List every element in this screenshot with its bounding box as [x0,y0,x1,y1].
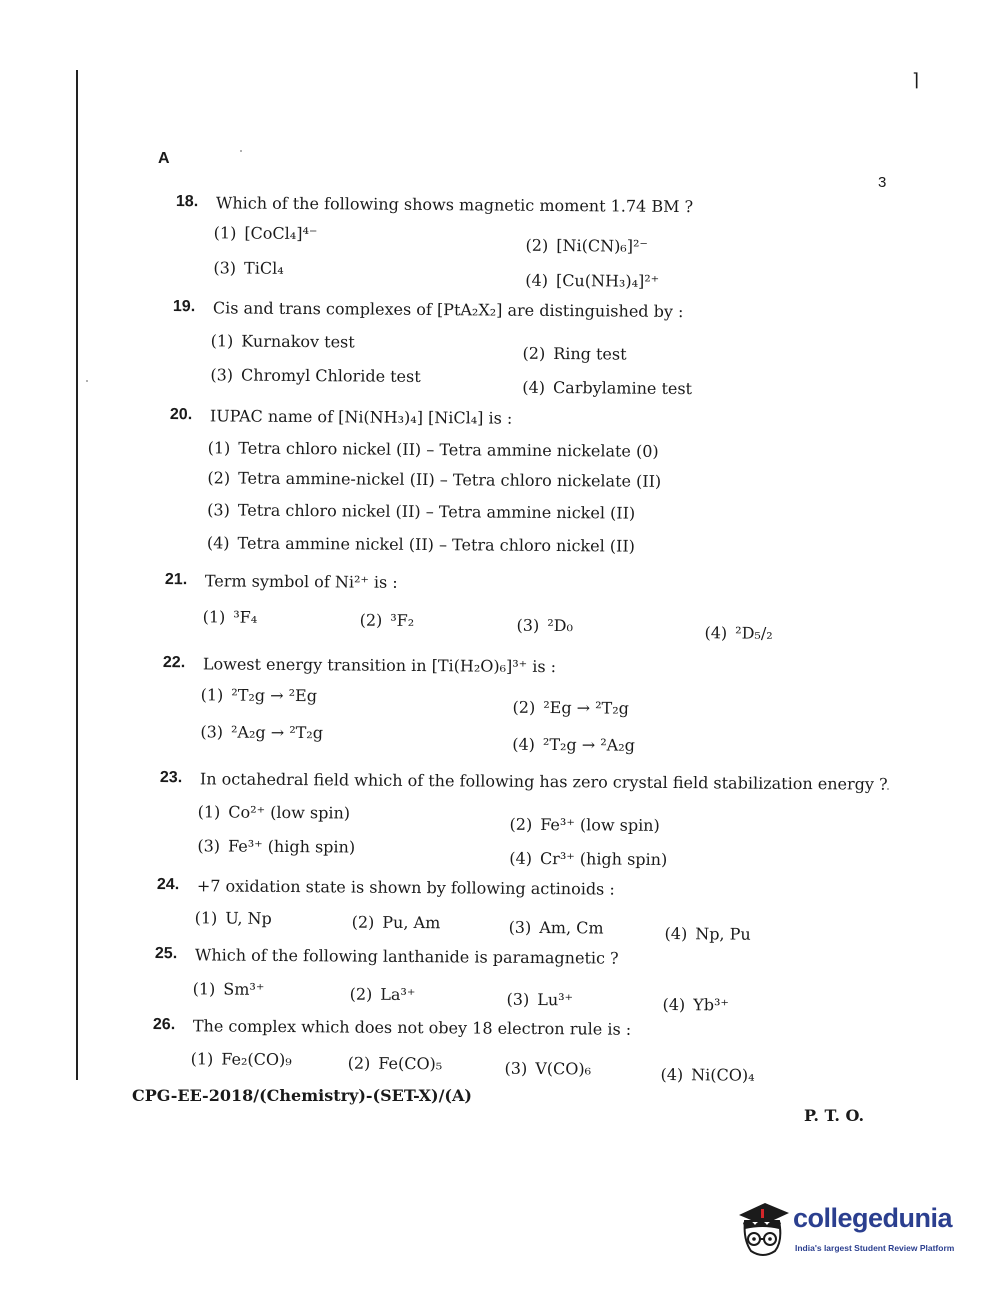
option-2: (2) ²Eg → ²T₂g [512,697,629,718]
collegedunia-watermark [735,1195,965,1265]
student-mascot-icon [735,1199,791,1259]
scan-page-edge [76,70,78,1080]
option-1: (1) ²T₂g → ²Eg [200,685,318,706]
option-3: (3) Fe³⁺ (high spin) [197,836,356,857]
option-4: (4) Ni(CO)₄ [660,1064,755,1085]
question-26 [152,1016,873,1085]
option-3: (3) TiCl₄ [213,258,284,278]
option-4: (4) Yb³⁺ [662,994,729,1015]
question-text: Which of the following lanthanide is paramagnetic ? [194,945,619,968]
option-4: (4) Np, Pu [664,923,751,944]
question-number: 19. [172,298,196,316]
option-4: (4) Carbylamine test [522,377,693,399]
option-2: (2) Fe³⁺ (low spin) [509,814,660,835]
question-18 [175,193,896,291]
option-1: (1) U, Np [194,908,272,928]
corner-mark: ⌉ [912,70,920,90]
question-number: 21. [164,571,188,589]
scan-speck [240,150,242,152]
scan-speck [86,380,88,382]
question-text: Lowest energy transition in [Ti(H₂O)₆]³⁺ is : [202,654,557,677]
question-number: 23. [159,769,183,787]
question-25 [154,945,875,1015]
question-23 [159,769,888,869]
option-4: (4) ²T₂g → ²A₂g [512,734,635,755]
option-4: (4) Cr³⁺ (high spin) [509,848,668,869]
set-letter: A [158,150,170,167]
page-number: 3 [878,174,887,191]
option-2: (2) ³F₂ [359,610,415,630]
option-3: (3) Am, Cm [508,917,604,938]
option-2: (2) Pu, Am [351,912,441,933]
option-1: (1) Sm³⁺ [192,979,265,999]
option-3: (3) ²D₀ [516,615,573,636]
question-22 [162,654,883,755]
question-text: IUPAC name of [Ni(NH₃)₄] [NiCl₄] is : [209,406,513,428]
option-1: (1) Kurnakov test [210,331,355,352]
question-text: In octahedral field which of the following has zero crystal field stabilization energy ? [199,769,888,794]
option-4: (4) Tetra ammine nickel (II) – Tetra chloro nickel (II) [206,533,636,556]
question-number: 24. [156,876,180,894]
question-number: 25. [154,945,178,963]
question-number: 18. [175,193,199,211]
option-1: (1) [CoCl₄]⁴⁻ [213,223,318,244]
question-number: 22. [162,654,186,672]
option-3: (3) Chromyl Chloride test [210,365,421,386]
option-3: (3) ²A₂g → ²T₂g [200,722,324,743]
question-20 [169,406,890,556]
question-text: Term symbol of Ni²⁺ is : [204,571,398,592]
option-1: (1) Co²⁺ (low spin) [197,802,351,823]
option-3: (3) V(CO)₆ [504,1058,592,1079]
option-2: (2) [Ni(CN)₆]²⁻ [525,235,648,256]
option-3: (3) Tetra chloro nickel (II) – Tetra ammine nickel (II) [207,500,636,523]
pto-note: P. T. O. [804,1106,865,1125]
option-1: (1) Fe₂(CO)₉ [190,1049,292,1070]
question-number: 26. [152,1016,176,1034]
question-text: The complex which does not obey 18 electron rule is : [192,1016,632,1039]
option-1: (1) ³F₄ [202,607,258,627]
question-19 [172,298,893,399]
question-text: +7 oxidation state is shown by following actinoids : [196,876,615,899]
question-text: Which of the following shows magnetic moment 1.74 BM ? [215,193,694,217]
option-1: (1) Tetra chloro nickel (II) – Tetra ammine nickelate (0) [207,438,659,461]
paper-code: CPG-EE-2018/(Chemistry)-(SET-X)/(A) [132,1086,472,1105]
watermark-tagline: India's largest Student Review Platform [795,1243,955,1253]
option-2: (2) Fe(CO)₅ [347,1053,443,1074]
option-3: (3) Lu³⁺ [506,989,574,1010]
option-2: (2) Tetra ammine-nickel (II) – Tetra chloro nickelate (II) [207,468,662,491]
watermark-brand-name: collegedunia [793,1203,953,1233]
option-2: (2) Ring test [522,343,627,364]
question-text: Cis and trans complexes of [PtA₂X₂] are distinguished by : [212,298,684,322]
option-4: (4) [Cu(NH₃)₄]²⁺ [525,270,660,291]
question-number: 20. [169,406,193,424]
option-4: (4) ²D₅/₂ [704,623,773,643]
option-2: (2) La³⁺ [349,984,416,1005]
question-21 [164,571,885,643]
question-24 [157,876,877,942]
